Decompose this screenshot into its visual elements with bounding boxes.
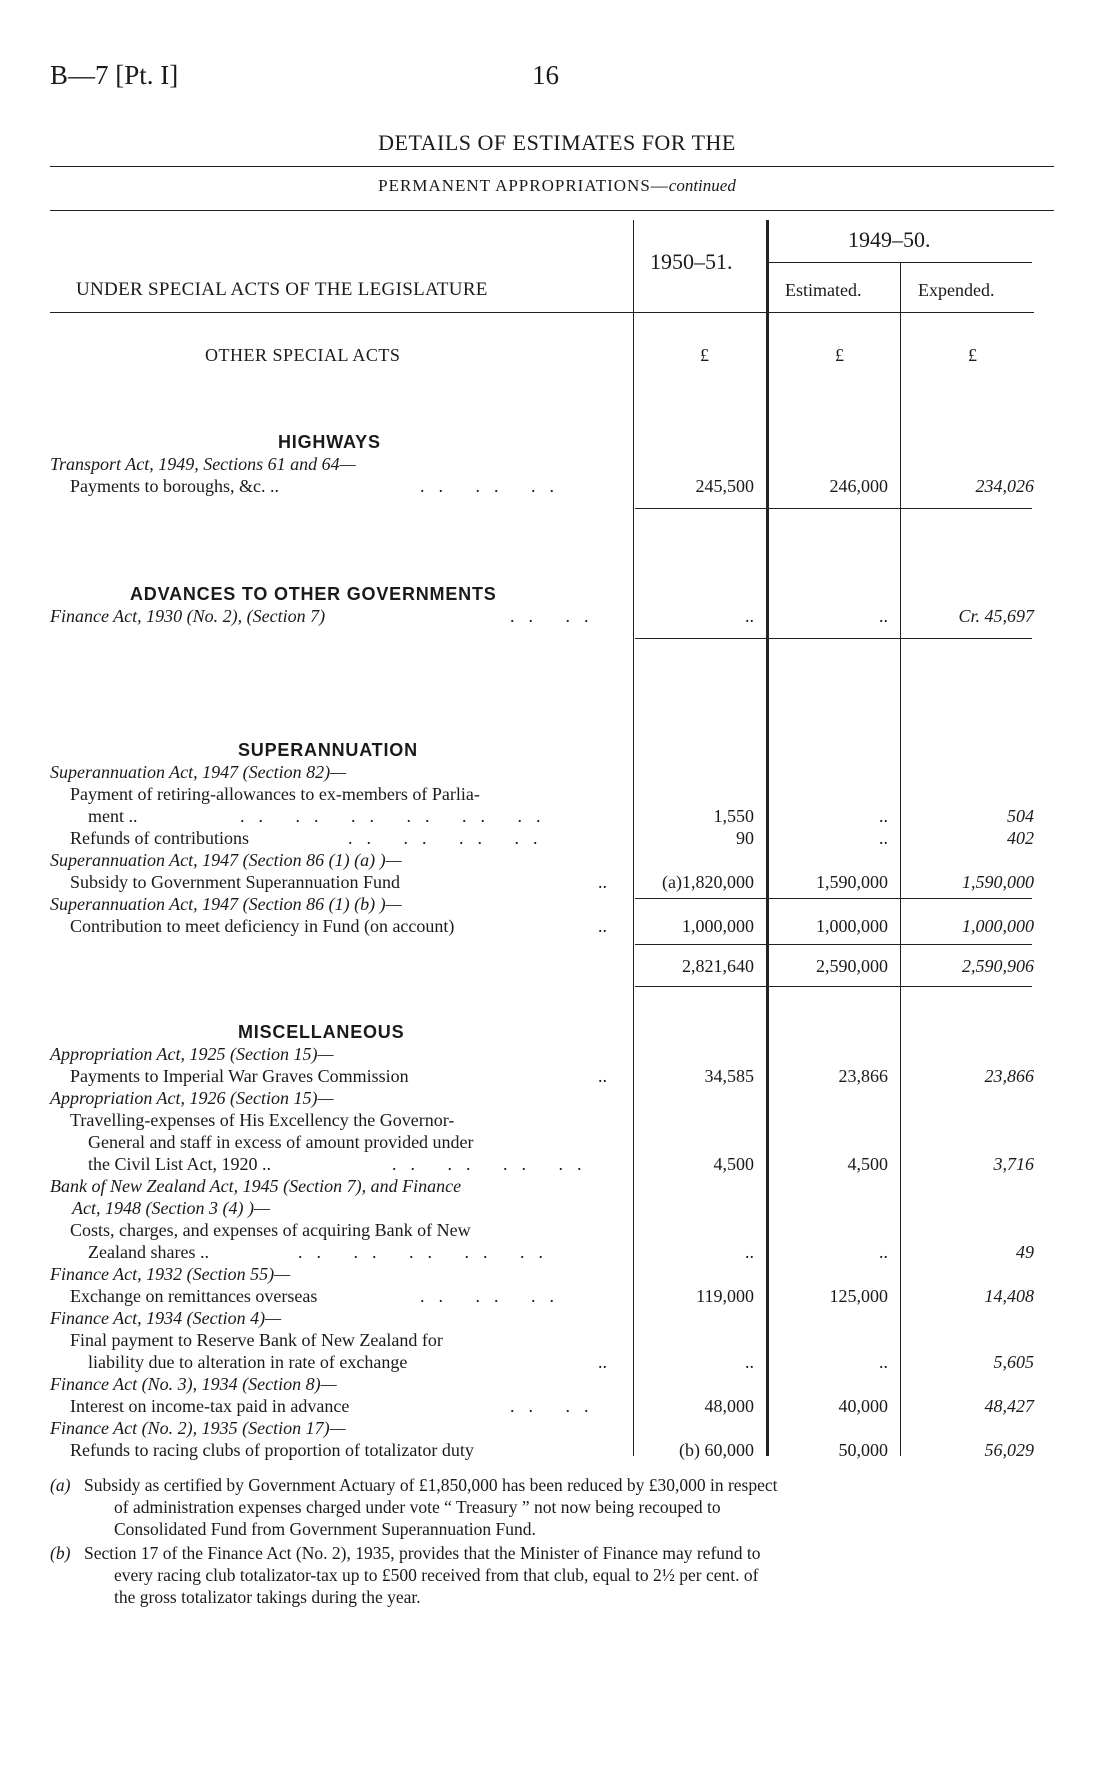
section-rule — [635, 638, 1032, 639]
value-expended: 3,716 — [993, 1154, 1034, 1174]
value-estimated: 50,000 — [838, 1440, 888, 1460]
act-reference: Act, 1948 (Section 3 (4) )— — [72, 1198, 270, 1218]
item-label: Exchange on remittances overseas — [70, 1286, 318, 1306]
leader-dots: .. .. .. .. — [348, 828, 552, 848]
leader-dots: .. .. .. .. .. .. — [240, 806, 555, 826]
value-expended: 56,029 — [984, 1440, 1034, 1460]
leader-dots: .. .. .. — [420, 1286, 568, 1306]
value-expended: 504 — [1007, 806, 1034, 826]
column-expended: Expended. — [918, 280, 995, 300]
item-label: Refunds to racing clubs of proportion of totalizator duty — [70, 1440, 474, 1460]
leader-dots: .. — [598, 1066, 607, 1086]
value-estimated: 23,866 — [838, 1066, 888, 1086]
page-subtitle — [0, 176, 1114, 196]
value-estimated: 1,000,000 — [816, 916, 888, 936]
value-expended: 49 — [1016, 1242, 1034, 1262]
footnote-b: every racing club totalizator-tax up to £500 received from that club, equal to 2½ per cent. of — [114, 1565, 759, 1585]
leader-dots: .. .. — [510, 1396, 603, 1416]
value-1950: 1,550 — [713, 806, 754, 826]
value-expended: 14,408 — [984, 1286, 1034, 1306]
act-reference: Finance Act, 1934 (Section 4)— — [50, 1308, 282, 1328]
leader-dots: .. — [598, 872, 607, 892]
item-label: Costs, charges, and expenses of acquiring Bank of New — [70, 1220, 471, 1240]
header-bottom-rule — [50, 312, 1034, 313]
section-rule — [635, 508, 1032, 509]
currency-1950: £ — [700, 345, 709, 365]
year-group-rule — [768, 262, 1032, 263]
value-1950: 48,000 — [704, 1396, 754, 1416]
item-label: Refunds of contributions — [70, 828, 249, 848]
column-1949-50: 1949–50. — [848, 227, 931, 252]
title-rule — [50, 166, 1054, 167]
value-expended: 23,866 — [984, 1066, 1034, 1086]
value-estimated: .. — [879, 806, 888, 826]
value-estimated: .. — [879, 1352, 888, 1372]
item-label: Subsidy to Government Superannuation Fund — [70, 872, 400, 892]
value-1950: 119,000 — [696, 1286, 754, 1306]
value-1950: (b) 60,000 — [679, 1440, 754, 1460]
value-estimated: 1,590,000 — [816, 872, 888, 892]
value-expended: 234,026 — [975, 476, 1034, 496]
row-rule — [635, 898, 1032, 899]
act-reference: Finance Act (No. 3), 1934 (Section 8)— — [50, 1374, 337, 1394]
subtitle-continued: continued — [668, 176, 736, 195]
group-heading: OTHER SPECIAL ACTS — [205, 345, 401, 365]
value-expended: 48,427 — [984, 1396, 1034, 1416]
value-1950: .. — [745, 1242, 754, 1262]
currency-expended: £ — [968, 345, 977, 365]
act-reference: Superannuation Act, 1947 (Section 82)— — [50, 762, 347, 782]
value-estimated: .. — [879, 1242, 888, 1262]
leader-dots: .. — [598, 916, 607, 936]
act-reference: Superannuation Act, 1947 (Section 86 (1) (b) )— — [50, 894, 402, 914]
subtotal-rule — [635, 944, 1032, 945]
footnote-b: the gross totalizator takings during the year. — [114, 1587, 421, 1607]
item-label: ment .. — [88, 806, 138, 826]
act-reference: Finance Act, 1932 (Section 55)— — [50, 1264, 291, 1284]
footnote-a: Consolidated Fund from Government Superannuation Fund. — [114, 1519, 536, 1539]
total-1950: 2,821,640 — [682, 956, 754, 976]
footnote-b: Section 17 of the Finance Act (No. 2), 1935, provides that the Minister of Finance may refund to — [84, 1543, 761, 1563]
value-expended: 1,000,000 — [962, 916, 1034, 936]
item-label: Payments to boroughs, &c. .. — [70, 476, 279, 496]
item-label: Contribution to meet deficiency in Fund (on account) — [70, 916, 455, 936]
column-rule-est — [900, 262, 901, 1456]
value-estimated: 246,000 — [829, 476, 888, 496]
document-reference: B—7 [Pt. I] — [50, 60, 179, 90]
total-rule — [635, 986, 1032, 987]
section-heading-miscellaneous: MISCELLANEOUS — [238, 1022, 405, 1042]
act-reference: Finance Act, 1930 (No. 2), (Section 7) — [50, 606, 326, 626]
total-expended: 2,590,906 — [962, 956, 1034, 976]
item-label: Zealand shares .. — [88, 1242, 209, 1262]
value-estimated: 4,500 — [847, 1154, 888, 1174]
total-estimated: 2,590,000 — [816, 956, 888, 976]
value-estimated: .. — [879, 606, 888, 626]
value-estimated: .. — [879, 828, 888, 848]
item-label: Payment of retiring-allowances to ex-members of Parlia- — [70, 784, 480, 804]
value-expended: 1,590,000 — [962, 872, 1034, 892]
currency-estimated: £ — [835, 345, 844, 365]
description-heading: UNDER SPECIAL ACTS OF THE LEGISLATURE — [76, 279, 488, 300]
value-1950: .. — [745, 1352, 754, 1372]
leader-dots: .. — [598, 1352, 607, 1372]
item-label: the Civil List Act, 1920 .. — [88, 1154, 271, 1174]
section-heading-highways: HIGHWAYS — [278, 432, 381, 452]
leader-dots: .. .. .. — [420, 476, 568, 496]
item-label: General and staff in excess of amount provided under — [88, 1132, 474, 1152]
value-estimated: 125,000 — [829, 1286, 888, 1306]
section-heading-advances: ADVANCES TO OTHER GOVERNMENTS — [130, 584, 497, 604]
page-number: 16 — [532, 60, 559, 90]
value-expended: 402 — [1007, 828, 1034, 848]
footnote-a: of administration expenses charged under vote “ Treasury ” not now being recouped to — [114, 1497, 721, 1517]
leader-dots: .. .. .. .. .. — [298, 1242, 557, 1262]
value-estimated: 40,000 — [838, 1396, 888, 1416]
value-expended: 5,605 — [993, 1352, 1034, 1372]
column-1950-51: 1950–51. — [650, 249, 733, 274]
item-label: Final payment to Reserve Bank of New Zealand for — [70, 1330, 443, 1350]
column-rule-desc — [633, 220, 634, 1456]
value-expended: Cr. 45,697 — [958, 606, 1034, 626]
item-label: Payments to Imperial War Graves Commission — [70, 1066, 409, 1086]
footnote-b-mark: (b) — [50, 1543, 71, 1563]
footnote-a: Subsidy as certified by Government Actuary of £1,850,000 has been reduced by £30,000 in respect — [84, 1475, 778, 1495]
act-reference: Transport Act, 1949, Sections 61 and 64— — [50, 454, 356, 474]
page-title: DETAILS OF ESTIMATES FOR THE — [378, 130, 736, 155]
leader-dots: .. .. .. .. — [392, 1154, 596, 1174]
act-reference: Bank of New Zealand Act, 1945 (Section 7), and Finance — [50, 1176, 462, 1196]
act-reference: Appropriation Act, 1925 (Section 15)— — [50, 1044, 334, 1064]
item-label: Travelling-expenses of His Excellency the Governor- — [70, 1110, 455, 1130]
section-heading-superannuation: SUPERANNUATION — [238, 740, 418, 760]
item-label: Interest on income-tax paid in advance — [70, 1396, 350, 1416]
item-label: liability due to alteration in rate of exchange — [88, 1352, 408, 1372]
value-1950: 4,500 — [713, 1154, 754, 1174]
leader-dots: .. .. — [510, 606, 603, 626]
act-reference: Finance Act (No. 2), 1935 (Section 17)— — [50, 1418, 346, 1438]
value-1950: .. — [745, 606, 754, 626]
act-reference: Superannuation Act, 1947 (Section 86 (1) (a) )— — [50, 850, 402, 870]
footnote-a-mark: (a) — [50, 1475, 71, 1495]
value-1950: (a)1,820,000 — [662, 872, 754, 892]
value-1950: 90 — [736, 828, 754, 848]
act-reference: Appropriation Act, 1926 (Section 15)— — [50, 1088, 334, 1108]
subtitle-rule — [50, 210, 1054, 211]
value-1950: 34,585 — [704, 1066, 754, 1086]
value-1950: 1,000,000 — [682, 916, 754, 936]
column-estimated: Estimated. — [785, 280, 862, 300]
subtitle-main: PERMANENT APPROPRIATIONS— — [378, 176, 669, 195]
value-1950: 245,500 — [695, 476, 754, 496]
column-rule-1950 — [766, 220, 769, 1456]
